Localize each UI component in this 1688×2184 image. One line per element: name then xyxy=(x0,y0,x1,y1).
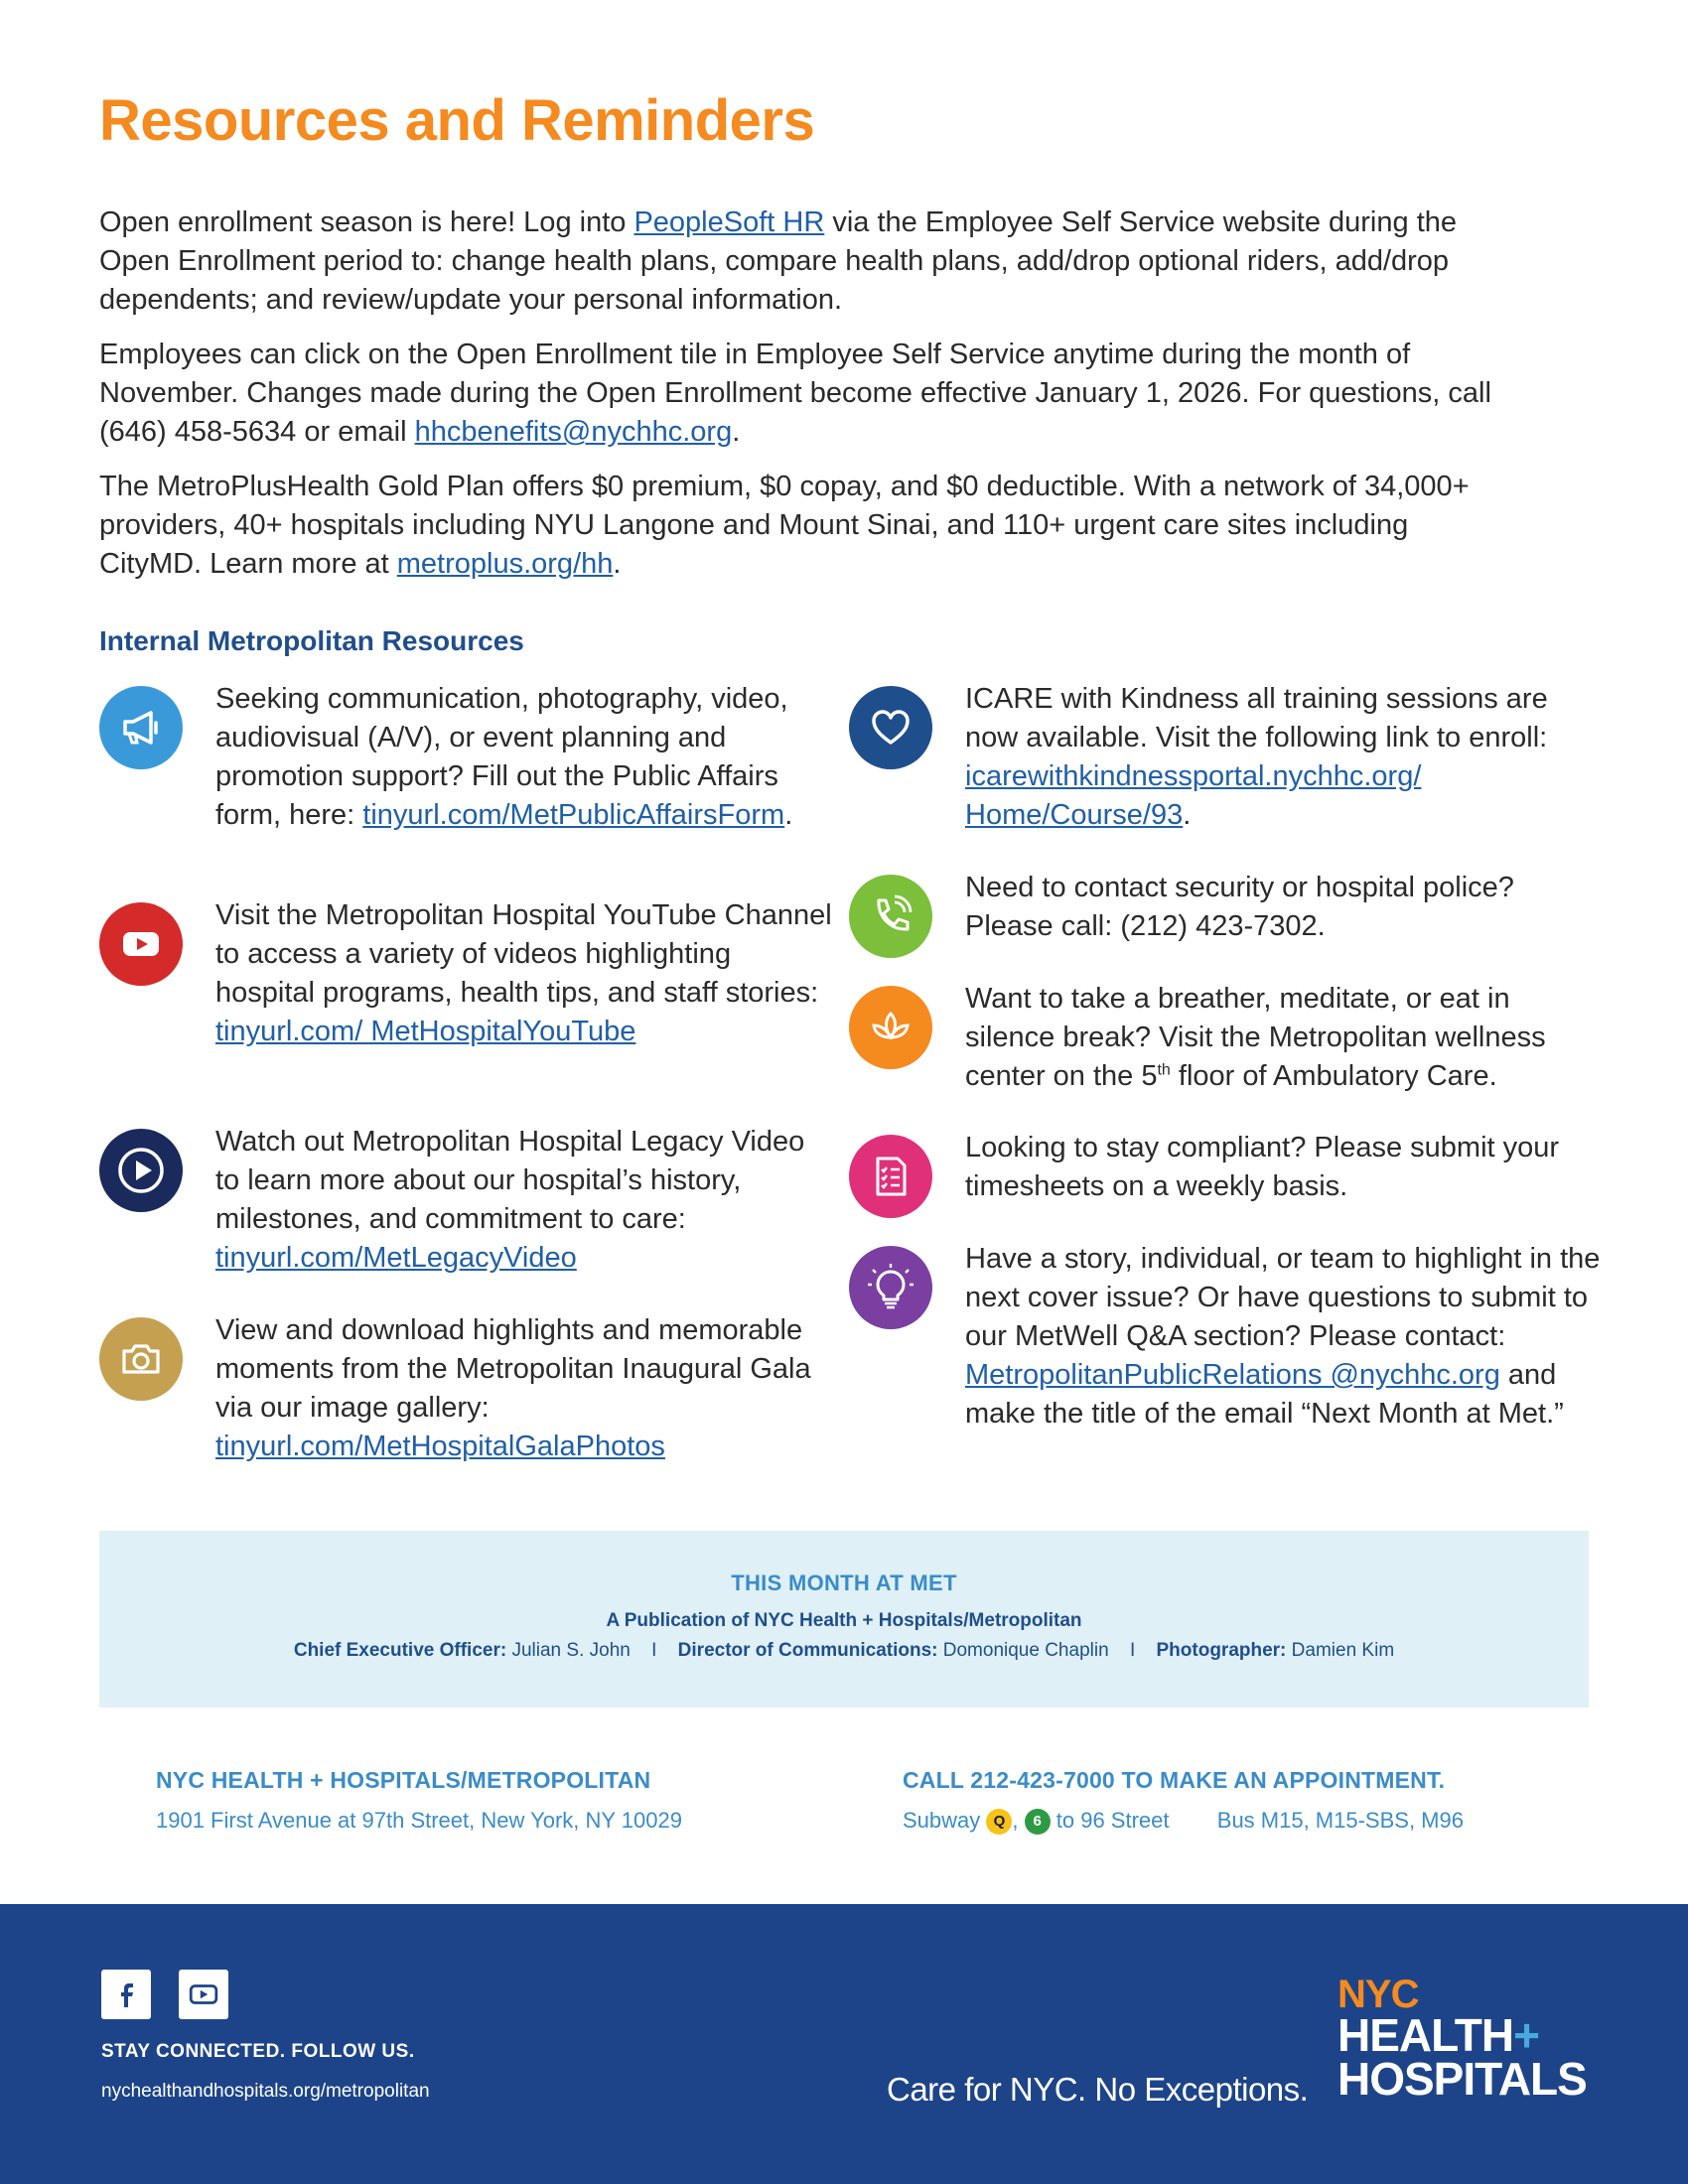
publication-info-box xyxy=(99,1531,1589,1707)
page-title: Resources and Reminders xyxy=(99,88,815,153)
item-text: Need to contact security or hospital police? Please call: (212) 423-7302. xyxy=(965,872,1514,942)
benefits-email-link[interactable]: hhcbenefits@nychhc.org xyxy=(414,416,733,448)
item-text: ICARE with Kindness all training sessions are now available. Visit the following link to enroll: icarewithkindnessportal.nychhc.org/ Home/Course/93. xyxy=(965,683,1548,831)
intro-paragraph-1: Open enrollment season is here! Log into PeopleSoft HR via the Employee Self Service website during the Open Enrollment period to: change health plans, compare health plans, add/drop optional riders, add/drop dependents; and review/update your personal information. xyxy=(99,206,1458,316)
right-resources-column xyxy=(849,680,1604,1433)
footer-url[interactable]: nychealthandhospitals.org/metropolitan xyxy=(101,2081,430,2102)
list-item xyxy=(849,680,1604,869)
lightbulb-icon xyxy=(849,1246,932,1329)
camera-icon xyxy=(99,1317,183,1401)
subway-q-badge: Q xyxy=(986,1809,1012,1835)
list-item xyxy=(849,1129,1604,1240)
item-text: Looking to stay compliant? Please submit your timesheets on a weekly basis. xyxy=(965,1132,1560,1202)
gala-photos-link[interactable]: tinyurl.com/MetHospitalGalaPhotos xyxy=(215,1431,665,1462)
peoplesoft-link[interactable]: PeopleSoft HR xyxy=(633,206,825,238)
legacy-video-link[interactable]: tinyurl.com/MetLegacyVideo xyxy=(215,1242,577,1274)
list-item xyxy=(99,680,834,896)
public-relations-email-link[interactable]: MetropolitanPublicRelations @nychhc.org xyxy=(965,1359,1500,1391)
phone-icon xyxy=(849,875,932,958)
lotus-icon xyxy=(849,986,932,1069)
list-item xyxy=(849,1240,1604,1433)
youtube-channel-link[interactable]: tinyurl.com/ MetHospitalYouTube xyxy=(215,1016,636,1047)
section-title: Internal Metropolitan Resources xyxy=(99,625,524,656)
intro-paragraph-3: The MetroPlusHealth Gold Plan offers $0 premium, $0 copay, and $0 deductible. With a network of 34,000+ providers, 40+ hospitals including NYU Langone and Mount Sinai, and 110+ urgent care sites including CityMD. Learn more at metroplus.org/hh. xyxy=(99,471,1470,580)
facebook-icon[interactable] xyxy=(101,1970,151,2019)
public-affairs-form-link[interactable]: tinyurl.com/MetPublicAffairsForm xyxy=(362,799,785,831)
item-text: Want to take a breather, meditate, or eat in silence break? Visit the Metropolitan wellness center on the 5th floor of Ambulatory Care. xyxy=(965,983,1546,1092)
megaphone-icon xyxy=(99,686,183,769)
list-item xyxy=(99,1311,834,1466)
intro-text xyxy=(99,204,1509,600)
list-item xyxy=(99,1123,834,1311)
youtube-icon xyxy=(99,902,183,986)
list-item xyxy=(99,896,834,1123)
hospital-address-block: NYC HEALTH + HOSPITALS/METROPOLITAN 1901 First Avenue at 97th Street, New York, NY 10029 xyxy=(156,1767,682,1833)
subway-6-badge: 6 xyxy=(1025,1809,1051,1835)
youtube-social-icon[interactable] xyxy=(179,1970,228,2019)
list-item xyxy=(849,980,1604,1129)
item-text: View and download highlights and memorable moments from the Metropolitan Inaugural Gala via our image gallery: tinyurl.com/MetHospitalGalaPhotos xyxy=(215,1314,811,1462)
metroplus-link[interactable]: metroplus.org/hh xyxy=(396,548,614,580)
footer xyxy=(0,1904,1688,2184)
item-text: Have a story, individual, or team to highlight in the next cover issue? Or have questions to submit to our MetWell Q&A section? Please contact: MetropolitanPublicRelations @nychhc.org and make the title of the email “Next Month at Met.” xyxy=(965,1243,1601,1430)
publication-subtitle: A Publication of NYC Health + Hospitals/Metropolitan xyxy=(606,1610,1082,1631)
appointment-block: CALL 212-423-7000 TO MAKE AN APPOINTMENT. Subway Q , 6 to 96 Street Bus M15, M15-SBS, M96 xyxy=(903,1767,1464,1835)
checklist-icon xyxy=(849,1135,932,1218)
footer-tagline: Care for NYC. No Exceptions. xyxy=(887,2071,1309,2108)
left-resources-column xyxy=(99,680,834,1466)
item-text: Seeking communication, photography, video, audiovisual (A/V), or event planning and promotion support? Fill out the Public Affairs form, here: tinyurl.com/MetPublicAffairsForm. xyxy=(215,683,793,831)
list-item xyxy=(849,869,1604,980)
stay-connected-text: STAY CONNECTED. FOLLOW US. xyxy=(101,2041,415,2062)
play-icon xyxy=(99,1129,183,1212)
icare-kindness-link[interactable]: icarewithkindnessportal.nychhc.org/ Home/Course/93 xyxy=(965,760,1422,831)
intro-paragraph-2: Employees can click on the Open Enrollment tile in Employee Self Service anytime during the month of November. Changes made during the Open Enrollment become effective January 1, 2026. For questions, call (646) 458-5634 or email hhcbenefits@nychhc.org. xyxy=(99,339,1491,448)
publication-credits: Chief Executive Officer: Julian S. John I Director of Communications: Domonique Chaplin I Photographer: Damien Kim xyxy=(293,1640,1395,1661)
item-text: Watch out Metropolitan Hospital Legacy Video to learn more about our hospital’s history, milestones, and commitment to care: tinyurl.com/MetLegacyVideo xyxy=(215,1126,805,1274)
item-text: Visit the Metropolitan Hospital YouTube Channel to access a variety of videos highlighting hospital programs, health tips, and staff stories: tinyurl.com/ MetHospitalYouTube xyxy=(215,899,832,1047)
nyc-health-hospitals-logo: NYC HEALTH+ HOSPITALS xyxy=(1337,1973,1587,2105)
heart-icon xyxy=(849,686,932,769)
publication-title: THIS MONTH AT MET xyxy=(731,1570,957,1595)
